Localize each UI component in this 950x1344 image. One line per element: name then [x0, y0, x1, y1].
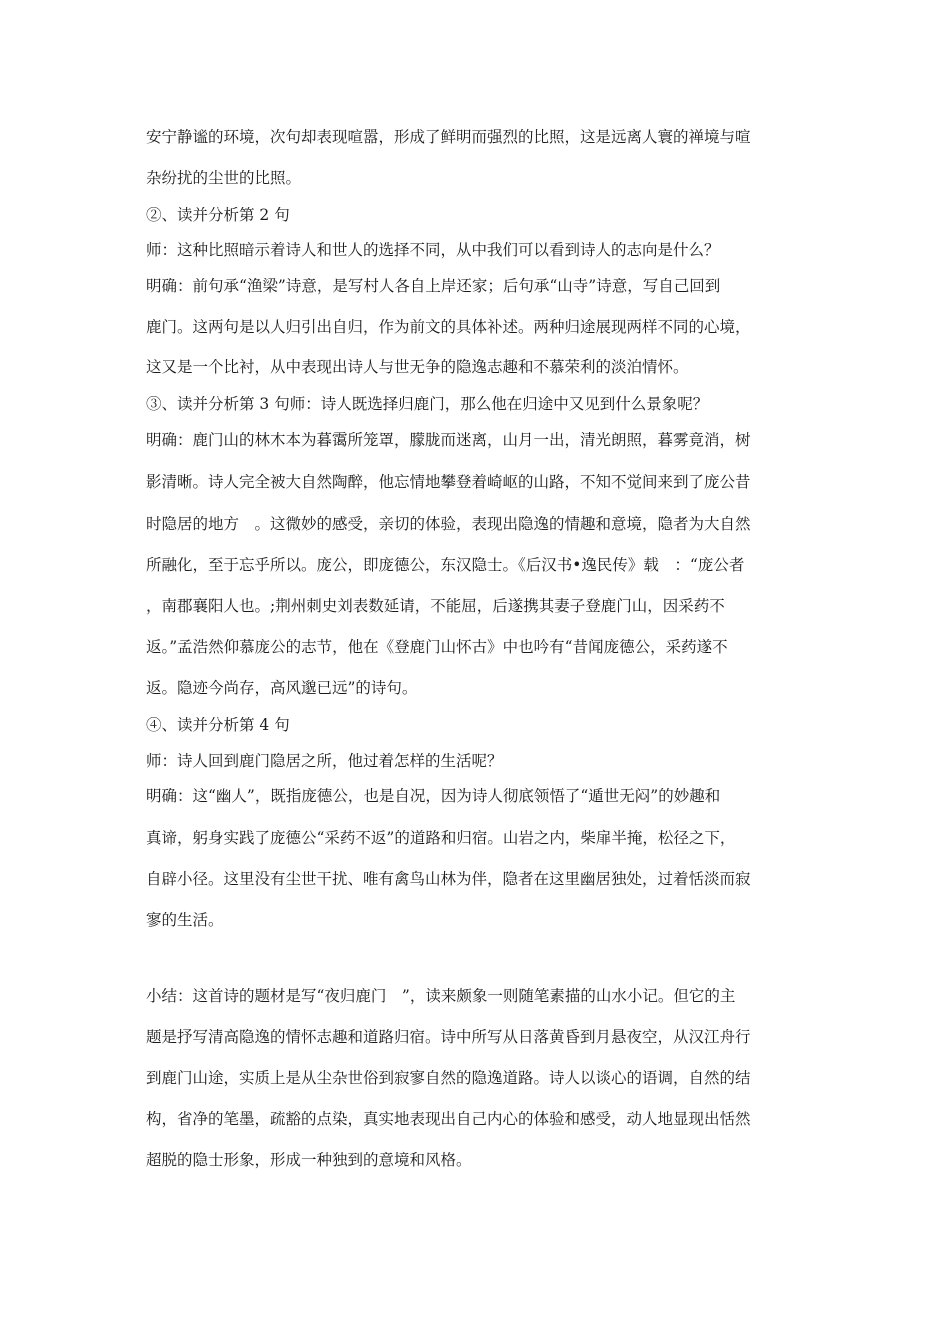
text-line: 鹿门。这两句是以人归引出自归，作为前文的具体补述。两种归途展现两样不同的心境， [146, 318, 751, 336]
text-line: 师：诗人回到鹿门隐居之所，他过着怎样的生活呢？ [146, 752, 503, 770]
text-line: 这又是一个比衬，从中表现出诗人与世无争的隐逸志趣和不慕荣利的淡泊情怀。 [146, 358, 689, 376]
text-line: 真谛，躬身实践了庞德公“采药不返”的道路和归宿。山岩之内，柴扉半掩，松径之下， [146, 829, 736, 847]
summary-line: 题是抒写清高隐逸的情怀志趣和道路归宿。诗中所写从日落黄昏到月悬夜空，从汉江舟行 [146, 1028, 751, 1046]
text-line: 明确：鹿门山的林木本为暮霭所笼罩，朦胧而迷离，山月一出，清光朗照，暮雾竟消，树 [146, 431, 751, 449]
text-line: 杂纷扰的尘世的比照。 [146, 169, 302, 187]
text-line: 明确：前句承“渔梁”诗意，是写村人各自上岸还家；后句承“山寺”诗意，写自己回到 [146, 277, 721, 295]
text-line: ，南郡襄阳人也。;荆州刺史刘表数延请，不能屈，后遂携其妻子登鹿门山，因采药不 [146, 597, 725, 615]
text-line: 自辟小径。这里没有尘世干扰、唯有禽鸟山林为伴，隐者在这里幽居独处，过着恬淡而寂 [146, 870, 751, 888]
summary-line: 到鹿门山途，实质上是从尘杂世俗到寂寥自然的隐逸道路。诗人以谈心的语调，自然的结 [146, 1069, 751, 1087]
text-line: 所融化，至于忘乎所以。庞公，即庞德公，东汉隐士。《后汉书•逸民传》载 ：“庞公者 [146, 556, 745, 574]
section-heading: ④、读并分析第 4 句 [146, 716, 290, 734]
text-line: 影清晰。诗人完全被大自然陶醉，他忘情地攀登着崎岖的山路，不知不觉间来到了庞公昔 [146, 473, 751, 491]
text-line: 寥的生活。 [146, 911, 224, 929]
summary-line: 构，省净的笔墨，疏豁的点染，真实地表现出自己内心的体验和感受，动人地显现出恬然 [146, 1110, 751, 1128]
summary-line: 小结：这首诗的题材是写“夜归鹿门 ”，读来颇象一则随笔素描的山水小记。但它的主 [146, 987, 736, 1005]
text-line: 返。”孟浩然仰慕庞公的志节，他在《登鹿门山怀古》中也吟有“昔闻庞德公，采药遂不 [146, 638, 728, 656]
text-line: 返。隐迹今尚存，高风邈已远”的诗句。 [146, 679, 418, 697]
section-heading: ③、读并分析第 3 句师：诗人既选择归鹿门，那么他在归途中又见到什么景象呢？ [146, 395, 709, 413]
text-line: 安宁静谧的环境，次句却表现喧嚣，形成了鲜明而强烈的比照，这是远离人寰的禅境与喧 [146, 128, 751, 146]
summary-line: 超脱的隐士形象，形成一种独到的意境和风格。 [146, 1151, 472, 1169]
text-line: 明确：这“幽人”，既指庞德公，也是自况，因为诗人彻底领悟了“遁世无闷”的妙趣和 [146, 787, 721, 805]
section-heading: ②、读并分析第 2 句 [146, 206, 290, 224]
text-line: 时隐居的地方 。这微妙的感受，亲切的体验，表现出隐逸的情趣和意境，隐者为大自然 [146, 515, 751, 533]
text-line: 师：这种比照暗示着诗人和世人的选择不同，从中我们可以看到诗人的志向是什么？ [146, 241, 720, 259]
